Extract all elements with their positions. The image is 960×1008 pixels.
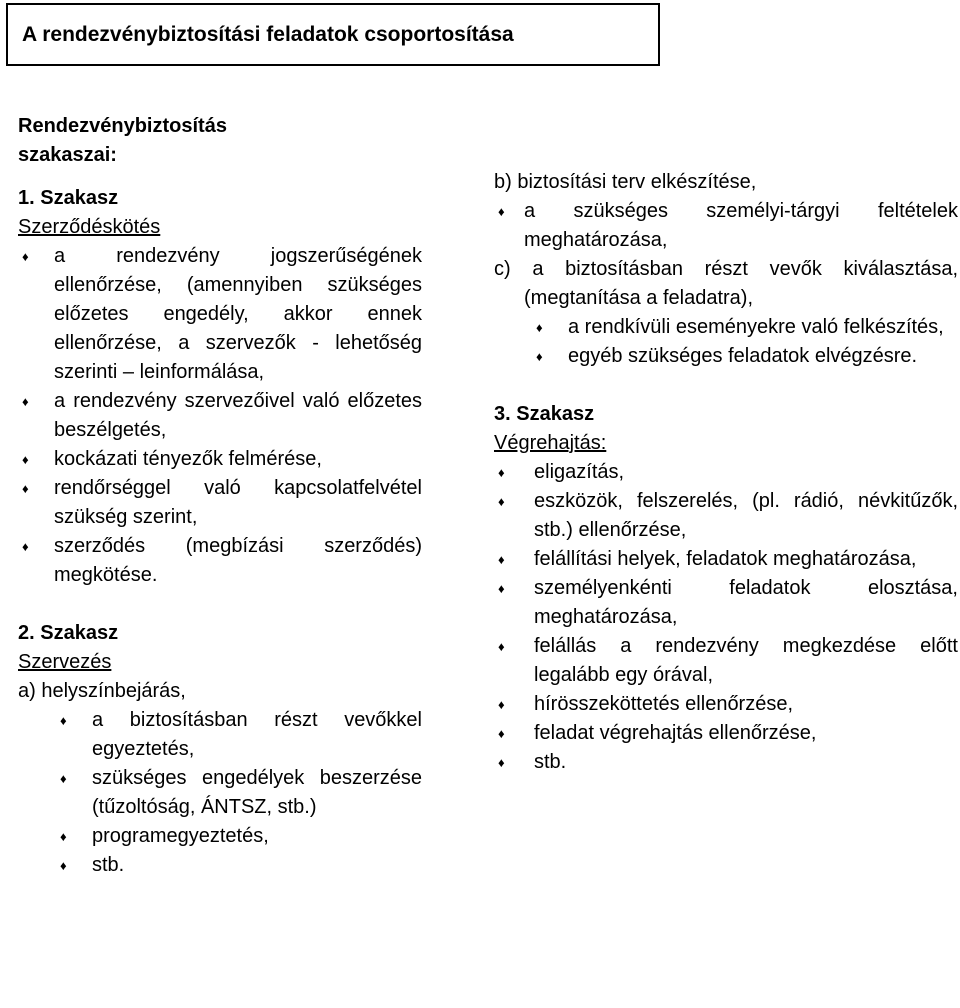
right-column xyxy=(494,168,958,777)
stage2-subheading: Szervezés xyxy=(18,651,112,673)
stage3-subheading: Végrehajtás: xyxy=(494,432,607,454)
list-item xyxy=(18,242,422,387)
stage1-subheading: Szerződéskötés xyxy=(18,216,161,238)
diamond-bullet-icon: ♦ xyxy=(22,481,29,496)
diamond-bullet-icon: ♦ xyxy=(536,349,543,364)
diamond-bullet-icon: ♦ xyxy=(60,771,67,786)
list-item-text: kockázati tényezők felmérése, xyxy=(54,448,322,470)
list-item xyxy=(18,822,422,851)
list-item-text: személyenkénti feladatok elosztása, meghatározása, xyxy=(534,577,958,628)
stage2-b-list xyxy=(494,197,958,255)
list-item-text: szerződés (megbízási szerződés) megkötése. xyxy=(54,535,422,586)
list-item-text: a biztosításban részt vevőkkel egyeztetés, xyxy=(92,709,422,760)
stage1-list xyxy=(18,242,422,590)
list-item-text: programegyeztetés, xyxy=(92,825,269,847)
list-item xyxy=(494,197,958,255)
diamond-bullet-icon: ♦ xyxy=(498,697,505,712)
list-item xyxy=(494,690,958,719)
list-item-text: rendőrséggel való kapcsolatfelvétel szükség szerint, xyxy=(54,477,422,528)
page-title: A rendezvénybiztosítási feladatok csoportosítása xyxy=(6,3,660,66)
list-item xyxy=(18,764,422,822)
list-item-text: hírösszeköttetés ellenőrzése, xyxy=(534,693,794,715)
list-item xyxy=(18,851,422,880)
diamond-bullet-icon: ♦ xyxy=(22,249,29,264)
list-item-text: eszközök, felszerelés, (pl. rádió, névkitűzők, stb.) ellenőrzése, xyxy=(534,490,958,541)
diamond-bullet-icon: ♦ xyxy=(60,858,67,873)
list-item xyxy=(18,474,422,532)
diamond-bullet-icon: ♦ xyxy=(498,581,505,596)
diamond-bullet-icon: ♦ xyxy=(498,755,505,770)
diamond-bullet-icon: ♦ xyxy=(498,204,505,219)
diamond-bullet-icon: ♦ xyxy=(498,494,505,509)
list-item xyxy=(494,574,958,632)
list-item-text: a rendkívüli eseményekre való felkészítés, xyxy=(568,316,944,338)
stage1-heading: 1. Szakasz xyxy=(18,187,119,209)
list-item-text: a szükséges személyi-tárgyi feltételek meghatározása, xyxy=(524,200,958,251)
list-item-text: a rendezvény szervezőivel való előzetes beszélgetés, xyxy=(54,390,422,441)
left-column xyxy=(18,112,422,880)
diamond-bullet-icon: ♦ xyxy=(498,726,505,741)
list-item-text: eligazítás, xyxy=(534,461,625,483)
list-item-text: szükséges engedélyek beszerzése (tűzoltóság, ÁNTSZ, stb.) xyxy=(92,767,422,818)
diamond-bullet-icon: ♦ xyxy=(498,465,505,480)
stage2-c-label: c) a biztosításban részt vevők kiválasztása, (megtanítása a feladatra), xyxy=(494,258,958,309)
diamond-bullet-icon: ♦ xyxy=(60,829,67,844)
stage2-a-list xyxy=(18,706,422,880)
list-item-text: a rendezvény jogszerűségének ellenőrzése, (amennyiben szükséges előzetes engedély, akkor ennek ellenőrzése, a szervezők - lehetőség szerinti – leinformálása, xyxy=(54,245,422,383)
list-item-text: stb. xyxy=(534,751,567,773)
stage2-b-label: b) biztosítási terv elkészítése, xyxy=(494,171,757,193)
list-item xyxy=(494,719,958,748)
list-item xyxy=(494,487,958,545)
list-item xyxy=(494,342,958,371)
list-item xyxy=(494,545,958,574)
stage3-heading: 3. Szakasz xyxy=(494,403,595,425)
stage3-list xyxy=(494,458,958,777)
list-item xyxy=(494,458,958,487)
list-item xyxy=(494,632,958,690)
list-item-text: felállítási helyek, feladatok meghatározása, xyxy=(534,548,917,570)
stage2-heading: 2. Szakasz xyxy=(18,622,119,644)
intro-heading-line1: Rendezvénybiztosítás xyxy=(18,115,227,137)
list-item xyxy=(18,706,422,764)
diamond-bullet-icon: ♦ xyxy=(22,394,29,409)
diamond-bullet-icon: ♦ xyxy=(498,639,505,654)
list-item-text: feladat végrehajtás ellenőrzése, xyxy=(534,722,817,744)
list-item xyxy=(18,445,422,474)
stage2-c-list xyxy=(494,313,958,371)
diamond-bullet-icon: ♦ xyxy=(60,713,67,728)
list-item xyxy=(494,748,958,777)
diamond-bullet-icon: ♦ xyxy=(536,320,543,335)
intro-heading-line2: szakaszai: xyxy=(18,144,117,166)
list-item xyxy=(18,532,422,590)
list-item-text: egyéb szükséges feladatok elvégzésre. xyxy=(568,345,918,367)
list-item-text: stb. xyxy=(92,854,125,876)
stage2-a-label: a) helyszínbejárás, xyxy=(18,680,186,702)
diamond-bullet-icon: ♦ xyxy=(22,539,29,554)
diamond-bullet-icon: ♦ xyxy=(22,452,29,467)
diamond-bullet-icon: ♦ xyxy=(498,552,505,567)
list-item-text: felállás a rendezvény megkezdése előtt legalább egy órával, xyxy=(534,635,958,686)
list-item xyxy=(494,313,958,342)
list-item xyxy=(18,387,422,445)
